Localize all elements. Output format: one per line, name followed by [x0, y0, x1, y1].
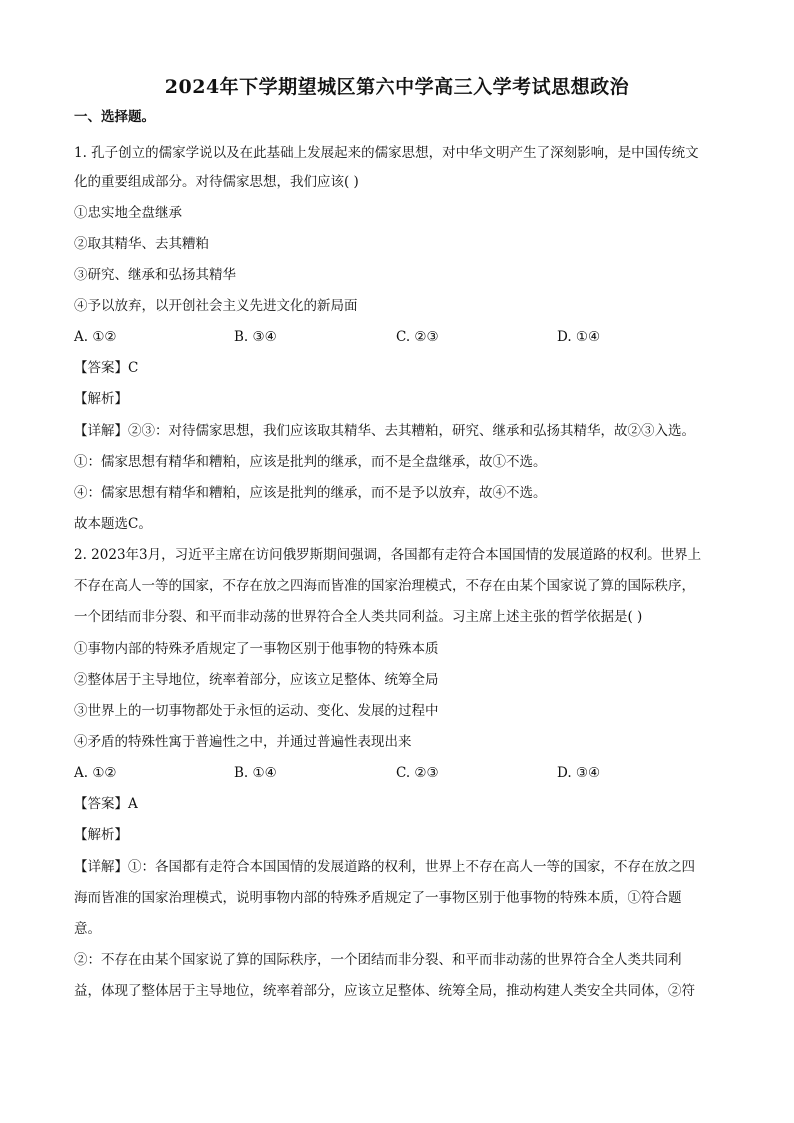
q1-option-c: C. ②③ — [396, 329, 439, 345]
q2-detail-line-5: 益，体现了整体居于主导地位，统率着部分，应该立足整体、统筹全局，推动构建人类安全共同体，②符 — [74, 983, 695, 999]
q1-detail-line-4: 故本题选C。 — [74, 516, 152, 532]
q1-item-3: ③研究、继承和弘扬其精华 — [74, 267, 236, 283]
q1-option-a: A. ①② — [74, 329, 117, 345]
q1-detail-line-2: ①：儒家思想有精华和糟粕，应该是批判的继承，而不是全盘继承，故①不选。 — [74, 454, 547, 470]
q1-stem-line-2: 化的重要组成部分。对待儒家思想，我们应该( ) — [74, 174, 359, 190]
q2-item-4: ④矛盾的特殊性寓于普遍性之中，并通过普遍性表现出来 — [74, 734, 412, 750]
q2-option-b: B. ①④ — [234, 765, 277, 781]
q2-option-d: D. ③④ — [557, 765, 601, 781]
q2-stem-line-1: 2. 2023年3月，习近平主席在访问俄罗斯期间强调，各国都有走符合本国国情的发展道路的权利。世界上 — [74, 547, 702, 563]
q2-answer: 【答案】A — [74, 796, 138, 812]
q1-detail-line-1: 【详解】②③：对待儒家思想，我们应该取其精华、去其糟粕，研究、继承和弘扬其精华，故②③入选。 — [74, 423, 695, 439]
q2-analysis-label: 【解析】 — [74, 827, 128, 843]
q2-stem-line-3: 一个团结而非分裂、和平而非动荡的世界符合全人类共同利益。习主席上述主张的哲学依据是( ) — [74, 609, 643, 625]
q2-option-a: A. ①② — [74, 765, 117, 781]
q2-detail-line-1: 【详解】①：各国都有走符合本国国情的发展道路的权利，世界上不存在高人一等的国家，不存在放之四 — [74, 859, 695, 875]
q1-answer: 【答案】C — [74, 360, 139, 376]
q2-detail-line-2: 海而皆准的国家治理模式，说明事物内部的特殊矛盾规定了一事物区别于他事物的特殊本质，①符合题 — [74, 890, 682, 906]
q1-option-d: D. ①④ — [557, 329, 601, 345]
page-title: 2024年下学期望城区第六中学高三入学考试思想政治 — [164, 76, 630, 98]
q1-item-4: ④予以放弃，以开创社会主义先进文化的新局面 — [74, 298, 358, 314]
q2-detail-line-4: ②：不存在由某个国家说了算的国际秩序，一个团结而非分裂、和平而非动荡的世界符合全人类共同利 — [74, 952, 682, 968]
q2-item-1: ①事物内部的特殊矛盾规定了一事物区别于他事物的特殊本质 — [74, 641, 439, 657]
q2-stem-line-2: 不存在高人一等的国家，不存在放之四海而皆准的国家治理模式，不存在由某个国家说了算的国际秩序， — [74, 578, 695, 594]
q2-item-3: ③世界上的一切事物都处于永恒的运动、变化、发展的过程中 — [74, 703, 439, 719]
q1-option-b: B. ③④ — [234, 329, 277, 345]
q2-item-2: ②整体居于主导地位，统率着部分，应该立足整体、统筹全局 — [74, 672, 439, 688]
q1-item-2: ②取其精华、去其糟粕 — [74, 236, 209, 252]
q1-analysis-label: 【解析】 — [74, 391, 128, 407]
q1-item-1: ①忠实地全盘继承 — [74, 205, 182, 221]
q1-stem-line-1: 1. 孔子创立的儒家学说以及在此基础上发展起来的儒家思想，对中华文明产生了深刻影响，是中国传统文 — [74, 145, 699, 161]
q2-option-c: C. ②③ — [396, 765, 439, 781]
q2-detail-line-3: 意。 — [74, 921, 101, 937]
q1-detail-line-3: ④：儒家思想有精华和糟粕，应该是批判的继承，而不是予以放弃，故④不选。 — [74, 485, 547, 501]
section-heading: 一、选择题。 — [74, 109, 155, 125]
